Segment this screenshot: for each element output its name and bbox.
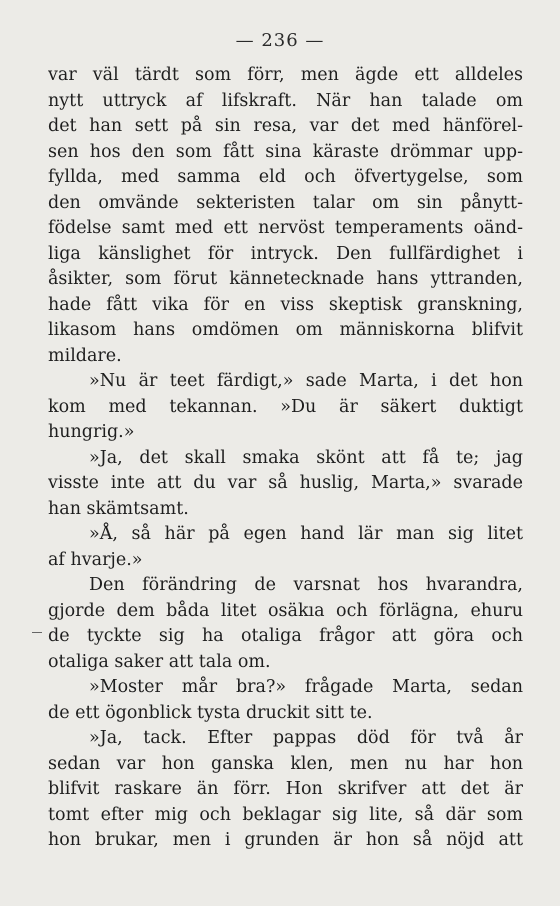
text-line: var väl tärdt som förr, men ägde ett alldeles: [48, 65, 523, 85]
text-line: »Moster mår bra?» frågade Marta, sedan: [89, 677, 523, 697]
text-line: »Å, så här på egen hand lär man sig litet: [89, 524, 523, 544]
text-line: hungrig.»: [48, 422, 135, 442]
text-line: den omvände sekteristen talar om sin pånytt-: [48, 192, 523, 213]
text-line: de tyckte sig ha otaliga frågor att göra och: [48, 626, 523, 646]
text-line: otaliga saker att tala om.: [48, 651, 271, 672]
text-line: »Nu är teet färdigt,» sade Marta, i det hon: [89, 371, 523, 391]
text-line: likasom hans omdömen om människorna blifvit: [48, 320, 523, 340]
text-line: hade fått vika för en viss skeptisk granskning,: [48, 294, 523, 315]
text-line: blifvit raskare än förr. Hon skrifver att det är: [48, 779, 523, 799]
text-line: Den förändring de varsnat hos hvarandra,: [89, 575, 523, 595]
body-text: [48, 63, 523, 854]
text-line: visste inte att du var så huslig, Marta,» svarade: [48, 473, 523, 493]
text-line: han skämtsamt.: [48, 498, 189, 519]
text-line: liga känslighet för intryck. Den fullfärdighet i: [48, 243, 523, 264]
text-line: sedan var hon ganska klen, men nu har hon: [48, 753, 523, 774]
text-line: fyllda, med samma eld och öfvertygelse, som: [48, 167, 523, 187]
margin-mark: [32, 632, 42, 633]
text-line: det han sett på sin resa, var det med hänförel-: [48, 116, 523, 136]
text-line: gjorde dem båda litet osäkıa och förlägna, ehuru: [48, 600, 523, 621]
text-line: åsikter, som förut kännetecknade hans yttranden,: [48, 269, 523, 289]
text-line: mildare.: [48, 345, 122, 366]
text-line: de ett ögonblick tysta druckit sitt te.: [48, 702, 373, 723]
text-line: »Ja, tack. Efter pappas död för två år: [89, 728, 523, 748]
page-number: — 236 —: [235, 30, 325, 51]
text-line: kom med tekannan. »Du är säkert duktigt: [48, 396, 523, 417]
text-line: hon brukar, men i grunden är hon så nöjd att: [48, 830, 523, 850]
text-line: födelse samt med ett nervöst temperaments oänd-: [48, 218, 523, 238]
text-line: sen hos den som fått sina käraste drömmar upp-: [48, 141, 523, 162]
text-line: tomt efter mig och beklagar sig lite, så där som: [48, 804, 523, 825]
text-line: nytt uttryck af lifskraft. När han talade om: [48, 90, 523, 111]
text-line: »Ja, det skall smaka skönt att få te; jag: [89, 447, 523, 468]
text-line: af hvarje.»: [48, 549, 143, 570]
